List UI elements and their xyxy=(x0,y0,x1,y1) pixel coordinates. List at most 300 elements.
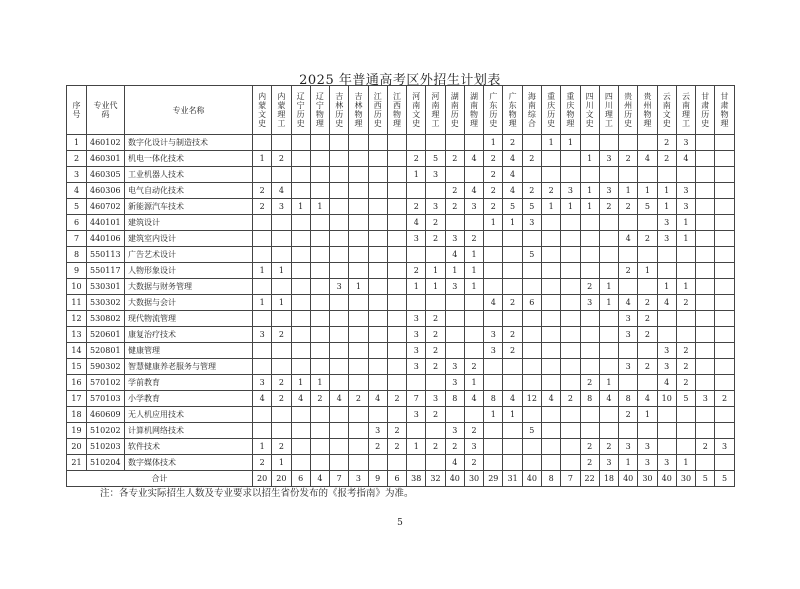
row-quota-cell xyxy=(522,359,541,375)
totals-cell: 38 xyxy=(407,471,426,487)
row-code: 530302 xyxy=(87,295,125,311)
row-quota-cell: 2 xyxy=(503,327,522,343)
row-quota-cell: 1 xyxy=(638,263,657,279)
row-quota-cell xyxy=(291,439,310,455)
row-quota-cell xyxy=(696,151,715,167)
totals-cell: 18 xyxy=(599,471,618,487)
row-seq: 20 xyxy=(67,439,87,455)
table-row xyxy=(67,439,735,455)
row-quota-cell xyxy=(310,311,329,327)
row-quota-cell xyxy=(541,455,560,471)
totals-cell: 32 xyxy=(426,471,445,487)
row-quota-cell xyxy=(715,167,734,183)
row-quota-cell xyxy=(580,359,599,375)
row-quota-cell: 2 xyxy=(619,151,638,167)
row-quota-cell xyxy=(541,263,560,279)
row-quota-cell xyxy=(715,407,734,423)
row-quota-cell xyxy=(368,359,387,375)
row-seq: 2 xyxy=(67,151,87,167)
row-quota-cell: 4 xyxy=(638,391,657,407)
row-quota-cell xyxy=(599,311,618,327)
row-quota-cell: 4 xyxy=(272,183,291,199)
row-quota-cell xyxy=(464,327,483,343)
row-quota-cell xyxy=(676,311,695,327)
row-quota-cell xyxy=(484,311,503,327)
table-row xyxy=(67,263,735,279)
row-code: 460102 xyxy=(87,135,125,151)
row-quota-cell xyxy=(696,215,715,231)
row-quota-cell: 12 xyxy=(522,391,541,407)
row-quota-cell xyxy=(599,247,618,263)
row-quota-cell xyxy=(291,183,310,199)
row-quota-cell xyxy=(368,407,387,423)
totals-cell: 4 xyxy=(310,471,329,487)
row-quota-cell xyxy=(715,183,734,199)
row-quota-cell: 5 xyxy=(522,247,541,263)
row-seq: 17 xyxy=(67,391,87,407)
row-seq: 15 xyxy=(67,359,87,375)
row-quota-cell: 2 xyxy=(426,215,445,231)
table-row xyxy=(67,247,735,263)
row-quota-cell xyxy=(387,247,406,263)
row-seq: 14 xyxy=(67,343,87,359)
totals-cell: 7 xyxy=(330,471,349,487)
row-quota-cell xyxy=(484,247,503,263)
row-quota-cell xyxy=(715,247,734,263)
row-quota-cell: 1 xyxy=(445,263,464,279)
row-quota-cell xyxy=(580,407,599,423)
row-quota-cell xyxy=(676,327,695,343)
row-quota-cell xyxy=(619,247,638,263)
header-province: 江西物理 xyxy=(387,86,406,135)
row-quota-cell: 1 xyxy=(619,455,638,471)
row-quota-cell xyxy=(484,231,503,247)
totals-cell: 6 xyxy=(387,471,406,487)
row-quota-cell: 3 xyxy=(445,359,464,375)
row-quota-cell xyxy=(349,263,368,279)
row-seq: 18 xyxy=(67,407,87,423)
row-quota-cell xyxy=(541,327,560,343)
row-quota-cell: 2 xyxy=(696,439,715,455)
row-major-name: 智慧健康养老服务与管理 xyxy=(125,359,253,375)
row-quota-cell: 4 xyxy=(291,391,310,407)
row-quota-cell xyxy=(291,327,310,343)
row-quota-cell xyxy=(464,343,483,359)
row-quota-cell xyxy=(330,327,349,343)
row-quota-cell xyxy=(349,439,368,455)
row-quota-cell xyxy=(310,407,329,423)
row-quota-cell: 4 xyxy=(599,391,618,407)
row-quota-cell xyxy=(387,407,406,423)
row-quota-cell: 2 xyxy=(503,135,522,151)
row-quota-cell xyxy=(561,327,580,343)
row-quota-cell xyxy=(426,135,445,151)
row-quota-cell xyxy=(349,183,368,199)
totals-cell: 9 xyxy=(368,471,387,487)
row-quota-cell xyxy=(580,423,599,439)
row-seq: 8 xyxy=(67,247,87,263)
row-quota-cell xyxy=(696,279,715,295)
row-quota-cell: 1 xyxy=(580,151,599,167)
row-quota-cell xyxy=(330,215,349,231)
header-province: 河南文史 xyxy=(407,86,426,135)
row-quota-cell xyxy=(387,279,406,295)
row-quota-cell: 2 xyxy=(272,375,291,391)
row-quota-cell xyxy=(676,247,695,263)
row-quota-cell xyxy=(310,455,329,471)
row-major-name: 建筑室内设计 xyxy=(125,231,253,247)
row-quota-cell: 1 xyxy=(310,375,329,391)
row-quota-cell xyxy=(619,279,638,295)
row-quota-cell: 2 xyxy=(715,391,734,407)
table-row xyxy=(67,375,735,391)
row-quota-cell: 2 xyxy=(464,231,483,247)
row-quota-cell xyxy=(619,343,638,359)
row-quota-cell xyxy=(272,215,291,231)
row-code: 460301 xyxy=(87,151,125,167)
row-quota-cell: 2 xyxy=(272,151,291,167)
row-quota-cell: 1 xyxy=(561,135,580,151)
row-quota-cell xyxy=(561,407,580,423)
row-quota-cell xyxy=(387,311,406,327)
row-quota-cell xyxy=(696,295,715,311)
row-quota-cell: 2 xyxy=(484,151,503,167)
row-quota-cell xyxy=(676,167,695,183)
row-quota-cell: 2 xyxy=(657,135,676,151)
row-quota-cell: 1 xyxy=(580,183,599,199)
enrollment-plan-table xyxy=(66,85,735,487)
row-quota-cell: 6 xyxy=(522,295,541,311)
header-seq: 序号 xyxy=(67,86,87,135)
row-quota-cell xyxy=(291,263,310,279)
row-quota-cell: 3 xyxy=(445,231,464,247)
row-quota-cell xyxy=(561,423,580,439)
row-quota-cell: 1 xyxy=(349,279,368,295)
row-quota-cell: 3 xyxy=(619,439,638,455)
row-quota-cell xyxy=(387,359,406,375)
row-quota-cell: 1 xyxy=(464,375,483,391)
row-quota-cell xyxy=(715,151,734,167)
row-quota-cell: 3 xyxy=(676,199,695,215)
row-quota-cell xyxy=(561,151,580,167)
row-quota-cell: 2 xyxy=(426,407,445,423)
row-quota-cell: 2 xyxy=(464,455,483,471)
row-quota-cell xyxy=(368,135,387,151)
row-quota-cell xyxy=(503,231,522,247)
row-quota-cell: 2 xyxy=(619,199,638,215)
row-seq: 11 xyxy=(67,295,87,311)
row-quota-cell xyxy=(310,231,329,247)
row-quota-cell: 2 xyxy=(426,439,445,455)
totals-cell: 5 xyxy=(696,471,715,487)
row-quota-cell: 2 xyxy=(253,183,272,199)
row-quota-cell xyxy=(445,167,464,183)
row-quota-cell xyxy=(657,423,676,439)
row-quota-cell: 1 xyxy=(638,407,657,423)
row-quota-cell: 2 xyxy=(426,343,445,359)
row-quota-cell: 2 xyxy=(253,455,272,471)
row-quota-cell xyxy=(330,231,349,247)
row-quota-cell: 3 xyxy=(484,327,503,343)
row-quota-cell: 3 xyxy=(445,375,464,391)
row-quota-cell xyxy=(426,455,445,471)
row-quota-cell xyxy=(291,455,310,471)
totals-cell: 3 xyxy=(349,471,368,487)
totals-cell: 40 xyxy=(657,471,676,487)
row-quota-cell xyxy=(696,455,715,471)
row-quota-cell: 1 xyxy=(599,279,618,295)
totals-cell: 8 xyxy=(541,471,560,487)
row-quota-cell xyxy=(387,455,406,471)
row-quota-cell xyxy=(580,215,599,231)
header-name: 专业名称 xyxy=(125,86,253,135)
row-quota-cell xyxy=(368,279,387,295)
row-code: 530802 xyxy=(87,311,125,327)
row-seq: 4 xyxy=(67,183,87,199)
row-quota-cell xyxy=(676,423,695,439)
row-quota-cell: 5 xyxy=(676,391,695,407)
row-quota-cell xyxy=(657,327,676,343)
row-quota-cell: 4 xyxy=(464,183,483,199)
row-major-name: 数字化设计与制造技术 xyxy=(125,135,253,151)
row-quota-cell xyxy=(445,343,464,359)
row-quota-cell xyxy=(619,135,638,151)
row-quota-cell: 2 xyxy=(484,167,503,183)
row-quota-cell: 3 xyxy=(657,215,676,231)
row-quota-cell: 4 xyxy=(503,167,522,183)
row-quota-cell: 3 xyxy=(407,343,426,359)
row-quota-cell xyxy=(291,279,310,295)
row-quota-cell: 3 xyxy=(445,279,464,295)
totals-cell: 30 xyxy=(638,471,657,487)
row-quota-cell: 3 xyxy=(599,151,618,167)
table-row xyxy=(67,423,735,439)
row-quota-cell xyxy=(580,343,599,359)
row-quota-cell xyxy=(503,247,522,263)
row-quota-cell xyxy=(310,327,329,343)
row-quota-cell: 3 xyxy=(619,311,638,327)
row-quota-cell xyxy=(503,311,522,327)
row-quota-cell xyxy=(291,423,310,439)
header-province: 湖南物理 xyxy=(464,86,483,135)
row-quota-cell xyxy=(638,343,657,359)
row-quota-cell xyxy=(561,375,580,391)
header-province: 云南理工 xyxy=(676,86,695,135)
row-quota-cell xyxy=(541,343,560,359)
row-quota-cell: 1 xyxy=(638,183,657,199)
row-major-name: 康复治疗技术 xyxy=(125,327,253,343)
row-quota-cell xyxy=(715,359,734,375)
row-quota-cell: 4 xyxy=(657,295,676,311)
row-quota-cell: 4 xyxy=(445,455,464,471)
row-quota-cell xyxy=(464,295,483,311)
row-quota-cell xyxy=(349,359,368,375)
row-quota-cell xyxy=(349,311,368,327)
row-quota-cell xyxy=(349,151,368,167)
row-quota-cell xyxy=(561,231,580,247)
row-quota-cell xyxy=(599,343,618,359)
row-quota-cell xyxy=(657,247,676,263)
row-quota-cell xyxy=(696,327,715,343)
row-quota-cell xyxy=(272,135,291,151)
row-quota-cell: 1 xyxy=(253,295,272,311)
totals-cell: 40 xyxy=(619,471,638,487)
row-quota-cell: 1 xyxy=(407,439,426,455)
row-quota-cell xyxy=(522,375,541,391)
row-quota-cell: 1 xyxy=(541,199,560,215)
row-quota-cell xyxy=(715,231,734,247)
row-quota-cell xyxy=(330,311,349,327)
row-quota-cell: 1 xyxy=(272,263,291,279)
row-quota-cell xyxy=(561,215,580,231)
row-quota-cell: 5 xyxy=(503,199,522,215)
row-quota-cell xyxy=(715,215,734,231)
row-quota-cell xyxy=(561,455,580,471)
row-code: 510202 xyxy=(87,423,125,439)
row-quota-cell xyxy=(599,263,618,279)
row-code: 510204 xyxy=(87,455,125,471)
row-quota-cell: 1 xyxy=(291,199,310,215)
row-seq: 19 xyxy=(67,423,87,439)
row-quota-cell xyxy=(272,167,291,183)
row-quota-cell: 2 xyxy=(426,359,445,375)
row-quota-cell: 2 xyxy=(619,407,638,423)
row-major-name: 学前教育 xyxy=(125,375,253,391)
row-quota-cell xyxy=(349,343,368,359)
row-quota-cell: 1 xyxy=(599,375,618,391)
row-quota-cell xyxy=(503,423,522,439)
row-quota-cell xyxy=(291,359,310,375)
row-quota-cell xyxy=(387,135,406,151)
row-quota-cell xyxy=(349,327,368,343)
row-quota-cell: 2 xyxy=(445,439,464,455)
row-quota-cell: 2 xyxy=(676,295,695,311)
row-quota-cell xyxy=(310,359,329,375)
row-quota-cell xyxy=(561,359,580,375)
row-quota-cell: 1 xyxy=(407,279,426,295)
row-quota-cell: 2 xyxy=(503,343,522,359)
row-quota-cell xyxy=(445,215,464,231)
row-quota-cell xyxy=(426,183,445,199)
row-quota-cell xyxy=(310,135,329,151)
row-quota-cell xyxy=(541,423,560,439)
row-quota-cell: 1 xyxy=(599,295,618,311)
header-province: 甘肃物理 xyxy=(715,86,734,135)
row-quota-cell xyxy=(272,423,291,439)
row-quota-cell xyxy=(349,423,368,439)
row-quota-cell: 2 xyxy=(638,311,657,327)
row-quota-cell: 2 xyxy=(349,391,368,407)
row-quota-cell: 2 xyxy=(272,439,291,455)
row-quota-cell xyxy=(464,215,483,231)
row-quota-cell: 8 xyxy=(484,391,503,407)
row-quota-cell xyxy=(349,295,368,311)
row-quota-cell xyxy=(522,455,541,471)
row-quota-cell xyxy=(349,455,368,471)
row-quota-cell: 1 xyxy=(580,199,599,215)
row-quota-cell xyxy=(368,455,387,471)
row-quota-cell: 2 xyxy=(387,439,406,455)
totals-cell: 30 xyxy=(676,471,695,487)
row-quota-cell xyxy=(464,407,483,423)
row-quota-cell: 1 xyxy=(657,183,676,199)
row-quota-cell: 3 xyxy=(407,231,426,247)
row-quota-cell xyxy=(349,199,368,215)
row-quota-cell xyxy=(368,263,387,279)
table-row xyxy=(67,135,735,151)
row-quota-cell: 1 xyxy=(253,151,272,167)
row-seq: 1 xyxy=(67,135,87,151)
row-quota-cell: 1 xyxy=(561,199,580,215)
row-major-name: 大数据与会计 xyxy=(125,295,253,311)
row-quota-cell: 10 xyxy=(657,391,676,407)
row-code: 510203 xyxy=(87,439,125,455)
row-quota-cell: 4 xyxy=(445,247,464,263)
row-quota-cell xyxy=(291,295,310,311)
row-quota-cell xyxy=(253,279,272,295)
totals-cell: 6 xyxy=(291,471,310,487)
totals-cell: 5 xyxy=(715,471,734,487)
row-quota-cell xyxy=(253,215,272,231)
row-quota-cell: 3 xyxy=(561,183,580,199)
row-quota-cell xyxy=(503,359,522,375)
row-quota-cell: 8 xyxy=(445,391,464,407)
row-quota-cell: 3 xyxy=(715,439,734,455)
row-quota-cell xyxy=(349,247,368,263)
row-quota-cell: 3 xyxy=(638,455,657,471)
row-quota-cell: 1 xyxy=(676,455,695,471)
row-quota-cell xyxy=(387,327,406,343)
row-quota-cell: 2 xyxy=(310,391,329,407)
row-quota-cell: 2 xyxy=(657,151,676,167)
row-quota-cell xyxy=(657,167,676,183)
row-quota-cell xyxy=(272,343,291,359)
row-quota-cell xyxy=(676,439,695,455)
row-quota-cell xyxy=(349,375,368,391)
row-quota-cell xyxy=(696,135,715,151)
row-seq: 5 xyxy=(67,199,87,215)
row-quota-cell: 3 xyxy=(657,343,676,359)
row-quota-cell xyxy=(599,215,618,231)
row-quota-cell: 1 xyxy=(676,279,695,295)
header-province: 重庆历史 xyxy=(541,86,560,135)
row-quota-cell: 2 xyxy=(522,183,541,199)
row-quota-cell: 3 xyxy=(426,199,445,215)
row-quota-cell xyxy=(387,167,406,183)
row-quota-cell xyxy=(330,135,349,151)
header-province: 内蒙理工 xyxy=(272,86,291,135)
row-quota-cell: 2 xyxy=(407,199,426,215)
row-quota-cell xyxy=(638,247,657,263)
row-quota-cell xyxy=(503,439,522,455)
row-quota-cell: 2 xyxy=(580,279,599,295)
row-quota-cell: 1 xyxy=(619,183,638,199)
row-seq: 12 xyxy=(67,311,87,327)
totals-cell: 7 xyxy=(561,471,580,487)
row-quota-cell xyxy=(657,407,676,423)
row-quota-cell xyxy=(291,247,310,263)
row-quota-cell xyxy=(310,263,329,279)
row-quota-cell xyxy=(272,407,291,423)
row-quota-cell xyxy=(330,455,349,471)
row-quota-cell: 2 xyxy=(580,439,599,455)
row-quota-cell xyxy=(715,343,734,359)
row-quota-cell xyxy=(253,423,272,439)
row-seq: 3 xyxy=(67,167,87,183)
row-seq: 7 xyxy=(67,231,87,247)
row-quota-cell: 1 xyxy=(541,135,560,151)
row-quota-cell: 3 xyxy=(407,327,426,343)
